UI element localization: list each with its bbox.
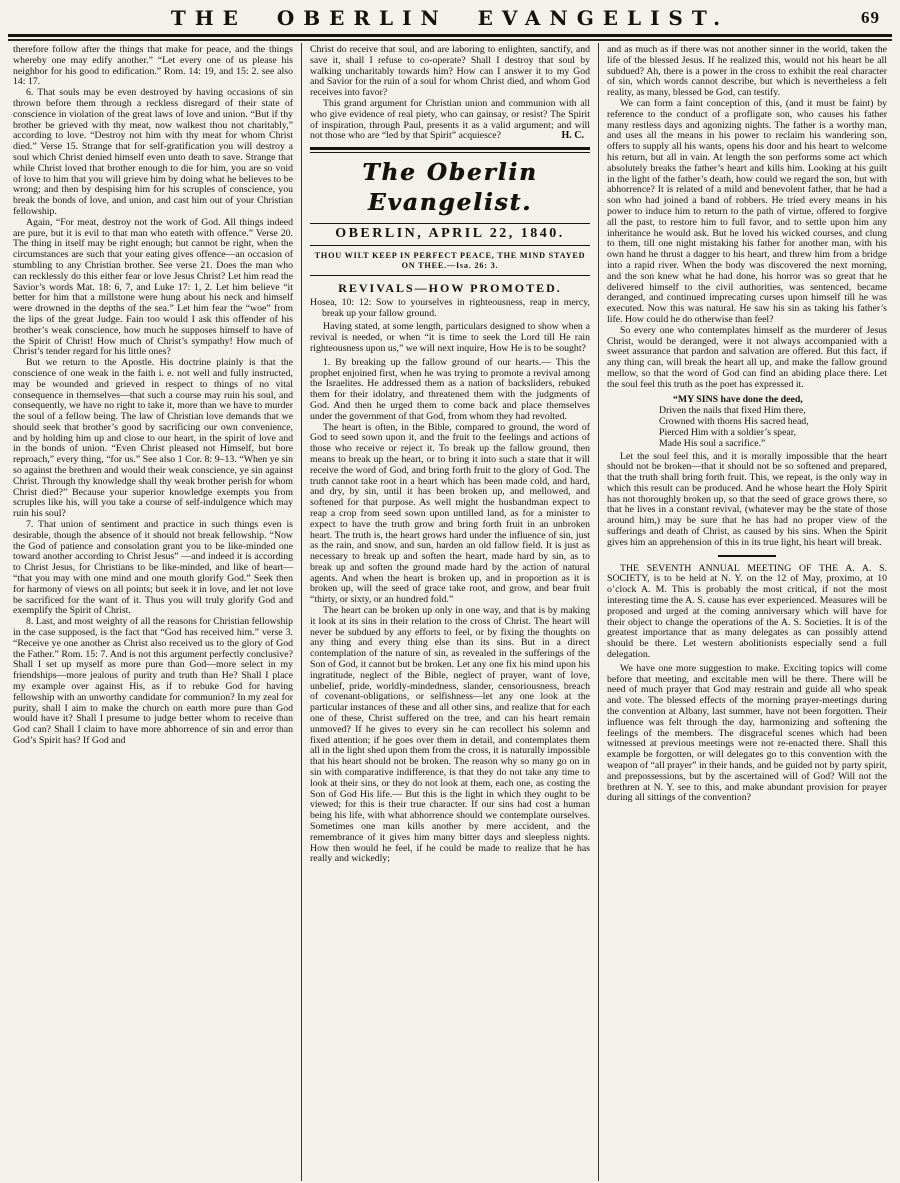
article-paragraph: Having stated, at some length, particulars designed to show when a revival is needed, or when “it is time to seek the Lord till He rain righteousness upon us,” we will next inquire, How He is to be sought? <box>310 321 590 354</box>
dateline: OBERLIN, APRIL 22, 1840. <box>335 226 565 242</box>
article-paragraph: THE SEVENTH ANNUAL MEETING OF THE A. A. S. SOCIETY, is to be held at N. Y. on the 12 of May, proximo, at 10 o’clock A. M. This is probably the most critical, if not the most interesting time the A. S. cause has ever experienced. Measures will be proposed and urged at the coming anniversary which will have for their object to change the operations of the A. S. Societies. It is of the greatest importance that as many delegates as can possibly attend should be there. Let western abolitionists especially send a full delegation. <box>607 562 887 661</box>
masthead-rule <box>310 245 590 246</box>
article-paragraph: 8. Last, and most weighty of all the reasons for Christian fellowship in the case supposed, is the fact that “God has received him.” verse 3. “Receive ye one another as Christ also received us to the glory of God the Father.” Rom. 15: 7. And is not this argument perfectly conclusive? Shall I set up myself as more pure than God—more select in my friendships—more jealous of purity and truth than He? Shall I place my example over against His, as if to rebuke God for having fellowship with an unworthy candidate for communion? In my zeal for purity, shall I aim to make the church on earth more pure than God would have it? Shall I presume to judge better whom to receive than God can? Shall I claim to have more abhorrence of sin and error than God’s Spirit has? If God and <box>13 616 293 746</box>
scripture-motto <box>310 248 590 273</box>
journal-masthead <box>310 147 590 276</box>
poem-line: “MY SINS have done the deed, <box>673 393 803 405</box>
article-paragraph: We can form a faint conception of this, (and it must be faint) by reference to the conduct of a profligate son, who causes his father many restless days and agonizing nights. The father is a worthy man, and uses all the means in his power to reclaim his wandering son, offers to supply all his wants, opens his door and his heart to welcome his return, but all in vain. At length the son performs some act which absolutely breaks the father’s heart and kills him. Looking at his guilt in the light of the father’s death, how could we regard the son, but with abhorrence? It is related of a mild and benevolent father, that he had a son who had joined a band of robbers. He tried every means in his power to induce him to return to the path of virtue, offered to forgive all the past, to restore him to full favor, and to settle upon him any inheritance he would ask. But he loved his wicked courses, and clung to them, till one night mistaking his father for another man, with his own hand he thrust a dagger to his heart, and threw him from a bridge into a rapid river. When the body was discovered the next morning, and the son knew what he had done, his horror was so great that he delivered himself to the civil authorities, was sentenced, became deranged, and continued imprecating curses upon himself till he was executed. Now this was natural. He saw his sin as taking his father’s life. How could he do otherwise than feel? <box>607 97 887 325</box>
journal-title: The Oberlin Evangelist. <box>362 159 538 217</box>
author-initials: H. C. <box>561 130 584 142</box>
poem-line: Driven the nails that fixed Him there, <box>659 404 806 416</box>
page-header <box>6 0 894 34</box>
column-2 <box>303 43 597 1181</box>
article-paragraph: We have one more suggestion to make. Exciting topics will come before that meeting, and excitable men will be there. There will be need of much prayer that God may restrain and guide all who speak and vote. The blessed effects of the morning prayer-meetings during the convention at Albany, last summer, have not been forgotten. Their influence was felt through the day, harmonizing and softening the feelings of the members. The disgraceful scenes which had been witnessed at previous meetings were not re-enacted there. Shall this example be forgotten, or will delegates go to this convention with the weapon of “all prayer” in their hands, and be guided not by party spirit, and prepossessions, but by the ascertained will of God? Will not the brethren at N. Y. see to this, and make abundant provision for prayer during all sittings of the convention? <box>607 662 887 804</box>
motto-line: ON THEE.—Isa. 26: 3. <box>401 260 499 270</box>
article-paragraph: Again, “For meat, destroy not the work of God. All things indeed are pure, but it is evil to that man who eateth with offence.” Verse 20. The thing in itself may be right enough; but cannot be right, when the circumstances are such that your eating gives offence—an occasion of stumbling to any Christian brother. See verse 21. Does the man who can recklessly do this either fear or love Jesus Christ? Let him read the Savior’s words Mat. 18: 6, 7, and Luke 17: 1, 2. Let him believe “it better for him that a millstone were hung about his neck and himself were drowned in the depths of the sea.” Let him fear the “woe” from the lips of the great Judge. Fain too would I ask this offender of his brother’s weak conscience, how much he supposes himself to have of the Spirit of Christ! How much of Christ’s sympathy! How much of Christ’s tender regard for his little ones? <box>13 216 293 358</box>
article-paragraph: This grand argument for Christian union and communion with all who give evidence of real piety, who can gainsay, or resist? The Spirit of inspiration, through Paul, presents it as a valid argument; and will not those who are “led by that Spirit” acquiesce? <box>310 97 590 142</box>
article-paragraph: therefore follow after the things that make for peace, and the things whereby one may edify another.” “Let every one of us please his neighbor for his good to edification.” Rom. 14: 19, and 15: 2. see also 14: 17. <box>13 44 293 88</box>
masthead-rule <box>310 223 590 224</box>
column-divider <box>598 43 599 1181</box>
poem-line: Pierced Him with a soldier’s spear, <box>659 426 797 438</box>
column-3 <box>600 43 894 1181</box>
article-paragraph: Christ do receive that soul, and are laboring to enlighten, sanctify, and save it, shall I refuse to co-operate? Shall I destroy that soul by walking uncharitably towards him? How can I answer it to my God and Savior for the ruin of a soul for whom Christ died, and whom God receives into favor? <box>310 44 590 99</box>
article-paragraph: So every one who contemplates himself as the murderer of Jesus Christ, would be deranged, were it not always accompanied with a sweet assurance that pardon and salvation are offered. But this fact, if any thing can, will break the heart all up, and make the fallow ground mellow, so that the word of God can find an abiding place there. Let the soul feel this truth as the poet has expressed it. <box>607 324 887 390</box>
article-divider-rule <box>718 555 776 557</box>
article-paragraph: 1. By breaking up the fallow ground of our hearts.— This the prophet enjoined first, when he was trying to promote a revival among the Israelites. He addressed them as a nation of backsliders, rebuked them for their idolatry, and threatened them with the judgments of God. And then he urged them to come back and place themselves under the government of that God, from whom they had revolted. <box>310 356 590 422</box>
article-paragraph: The heart is often, in the Bible, compared to ground, the word of God to seed sown upon it, and the fruit to the feelings and actions of those who receive or reject it. To break up the fallow ground, then means to break up the heart, or to bring it into such a state that it will receive the word of God, and bring forth fruit to the glory of God. The truth cannot take root in a heart which has been made cold, and hard, and dry, by sin, until it has been broken up, and mellowed, and softened for that purpose. As well might the husbandman expect to reap a crop from seed sown upon untilled land, as for a minister to expect to have the truth grow and bring forth fruit in an unbroken heart. The truth is, the heart grows hard under the influence of sin, just as the rain, and snow, and sun, harden an old fallow field. It is just as necessary to break up and soften the heart, made hard by sin, as to break up and soften the ground made hard by the action of natural agents. And when the heart is broken up, and in proportion as it is broken up, will the seed of grace take root, and grow, and bear fruit “thirty, or sixty, or an hundred fold.” <box>310 421 590 606</box>
column-layout <box>6 43 894 1181</box>
article-paragraph: and as much as if there was not another sinner in the world, taken the life of the blessed Jesus. If he realized this, would not his heart be all subdued? Ah, there is a power in the cross to exhibit the real character of sin, which words cannot describe, but which is nevertheless a felt reality, as many, blessed be God, can testify. <box>607 44 887 99</box>
column-divider <box>301 43 302 1181</box>
article-paragraph: The heart can be broken up only in one way, and that is by making it look at its sins in their relation to the cross of Christ. The heart will never be subdued by any efforts to feel, or by fixing the thoughts on any thing and every thing else than its sins. But in a direct contemplation of the nature of sin, as revealed in the sufferings of the Son of God, it cannot but be broken. Let any one fix his mind upon his ingratitude, neglect of the Bible, neglect of prayer, want of love, unbelief, pride, worldly-mindedness, slander, censoriousness, breach of covenant-obligations, or selfishness—let any one look at the particular instances of these and all other sins, and realize that for each one of these, Christ suffered on the tree, and can his heart remain unmoved? If he gives to every sin he can recollect his solemn and fixed attention; if he goes over them in detail, and contemplates them all in the light shed upon them from the cross, it is naturally impossible that his heart should not be broken. The reason why so many go on in sin with comparative indifference, is that they do not take any time to look at their sins, or they do not look at them, each one, as costing the Son of God His life.— But this is the light in which they ought to be viewed; for this is their true character. If our sins had cost a human being his life, with what abhorrence should we contemplate ourselves. Sometimes one man kills another by mere accident, and the remembrance of it gives him many bitter days and sleepless nights. How then would he feel, if he could be made to realize that he has really and wickedly; <box>310 605 590 865</box>
header-rule <box>8 34 892 41</box>
page-number: 69 <box>861 8 880 27</box>
poem-line: Crowned with thorns His sacred head, <box>659 415 809 427</box>
article-paragraph: Let the soul feel this, and it is morally impossible that the heart should not be broken—that it should not be so softened and prepared, that the truth shall bring forth fruit. This, we repeat, is the only way in which this result can be produced. And he whose heart the Holy Spirit has not thoroughly broken up, so that the seed of grace grows there, so that he lives in a constant revival, (whatever may be the state of those around him,) may be sure that he has had no proper view of the sufferings and death of Christ, as caused by his sins. When the Spirit gives him an apprehension of this in its true light, his heart will break. <box>607 450 887 548</box>
column-1 <box>6 43 300 1181</box>
article-headline: REVIVALS—HOW PROMOTED. <box>338 280 562 295</box>
article-paragraph: 7. That union of sentiment and practice in such things even is desirable, though the absence of it should not break fellowship. “Now the God of patience and consolation grant you to be like-minded one toward another according to Christ Jesus” —and indeed it is according to Christ Jesus, for Christians to be like-minded, and like of heart— “that you may with one mind and one mouth glorify God.” Seek then for harmony of views on all points; but seek it in love, and let not love be sacrificed for the want of it. Thus you will truly glorify God and exemplify the Spirit of Christ. <box>13 519 293 617</box>
article-paragraph: 6. That souls may be even destroyed by having occasions of sin thrown before them through a reckless disregard of their state of conscience in violation of the great laws of love and union. “But if thy brother be grieved with thy meat, now walkest thou not charitably,” according to love. “Destroy not him with thy meat for whom Christ died.” Verse 15. Strange that for self-gratification you will destroy a soul which Christ denied himself even unto death to save. Strange that while Christ loved that brother enough to die for him, you are so void of love to him that you will grieve him by doing what he believes to be wrong; and then by despising him for his scruples of conscience, you break the bonds of love, and union, and cast him out of your Christian fellowship. <box>13 87 293 217</box>
motto-line: THOU WILT KEEP IN PERFECT PEACE, THE MIND STAYED <box>314 250 586 260</box>
newspaper-title: THE OBERLIN EVANGELIST. <box>170 6 730 30</box>
poem-line: Made His soul a sacrifice.” <box>659 437 766 449</box>
masthead-top-rule <box>310 147 590 153</box>
masthead-rule <box>310 275 590 276</box>
hymn-quotation <box>607 391 887 452</box>
scripture-epigraph: Hosea, 10: 12: Sow to yourselves in righteousness, reap in mercy, break up your fallow ground. <box>310 296 590 319</box>
article-paragraph: But we return to the Apostle. His doctrine plainly is that the conscience of one weak in the faith i. e. not well and fully instructed, may be wounded and grieved in respect to things of no vital consequence in themselves—that such a course may ruin his soul, and consequently, we have no right to take it, more than we have to murder the soul of a fellow being. The law of Christian love demands that we should seek that brother’s good by sacrificing our own convenience, and by holding him up and close to our heart, in the spirit of love and in the bonds of union. “Even Christ pleased not Himself, but bore reproach,” every thing, “for us.” See also 1 Cor. 8: 9–13. “When ye sin so against the brethren and would their weak conscience, ye sin against Christ. Through thy knowledge shall thy weak brother perish for whom Christ died?” Because your superior knowledge exempts you from scruples like his, will you take a course of self-indulgence which may ruin his soul? <box>13 357 293 520</box>
